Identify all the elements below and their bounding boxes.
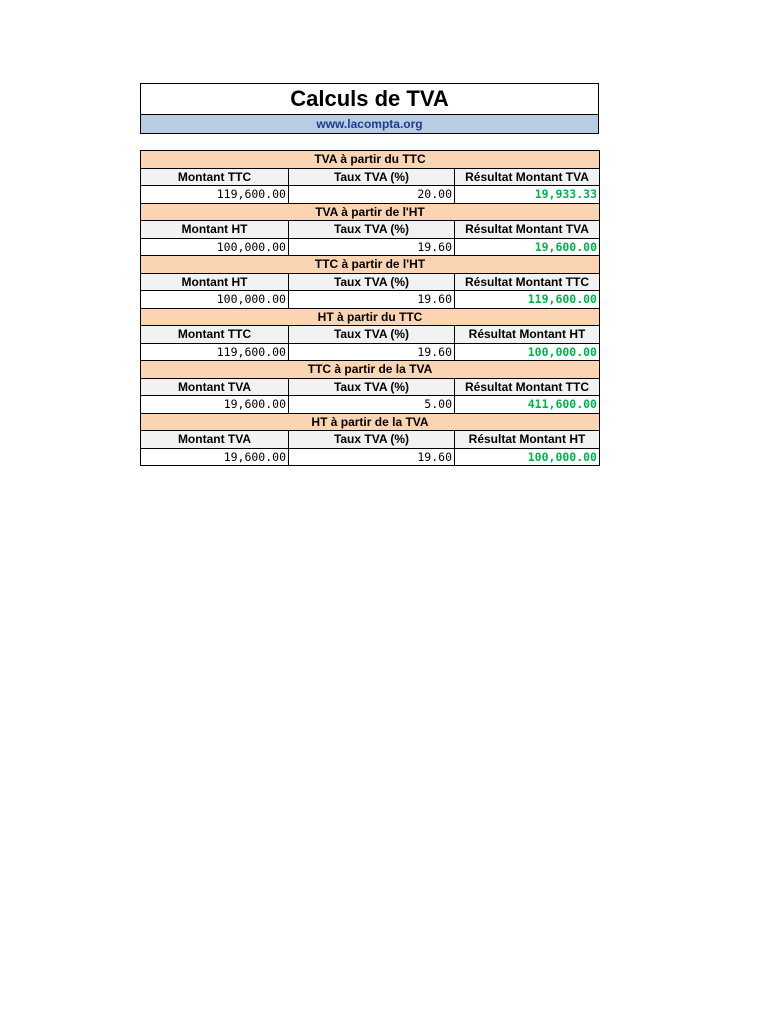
value-row xyxy=(141,343,600,361)
rate-column-header: Taux TVA (%) xyxy=(289,431,455,449)
amount-column-header: Montant HT xyxy=(141,273,289,291)
result-column-header: Résultat Montant TTC xyxy=(455,378,600,396)
amount-input-cell[interactable]: 19,600.00 xyxy=(141,396,289,414)
column-header-row xyxy=(141,273,600,291)
value-row xyxy=(141,238,600,256)
result-cell: 411,600.00 xyxy=(455,396,600,414)
amount-input-cell[interactable]: 119,600.00 xyxy=(141,186,289,204)
result-cell: 100,000.00 xyxy=(455,343,600,361)
section-heading: TVA à partir de l'HT xyxy=(141,203,600,221)
result-cell: 119,600.00 xyxy=(455,291,600,309)
column-header-row xyxy=(141,378,600,396)
amount-column-header: Montant TTC xyxy=(141,168,289,186)
rate-input-cell[interactable]: 19.60 xyxy=(289,448,455,466)
column-header-row xyxy=(141,221,600,239)
amount-input-cell[interactable]: 100,000.00 xyxy=(141,238,289,256)
value-row xyxy=(141,186,600,204)
website-link[interactable]: www.lacompta.org xyxy=(316,117,423,131)
section-row xyxy=(141,151,600,169)
website-cell xyxy=(140,115,599,134)
result-cell: 19,933.33 xyxy=(455,186,600,204)
value-row xyxy=(141,291,600,309)
result-column-header: Résultat Montant TTC xyxy=(455,273,600,291)
rate-input-cell[interactable]: 19.60 xyxy=(289,291,455,309)
amount-column-header: Montant HT xyxy=(141,221,289,239)
page-title: Calculs de TVA xyxy=(290,86,449,111)
section-heading: TTC à partir de l'HT xyxy=(141,256,600,274)
rate-column-header: Taux TVA (%) xyxy=(289,273,455,291)
section-heading: HT à partir de la TVA xyxy=(141,413,600,431)
rate-column-header: Taux TVA (%) xyxy=(289,221,455,239)
rate-column-header: Taux TVA (%) xyxy=(289,168,455,186)
result-cell: 100,000.00 xyxy=(455,448,600,466)
result-column-header: Résultat Montant HT xyxy=(455,431,600,449)
rate-input-cell[interactable]: 5.00 xyxy=(289,396,455,414)
section-heading: TTC à partir de la TVA xyxy=(141,361,600,379)
column-header-row xyxy=(141,326,600,344)
result-cell: 19,600.00 xyxy=(455,238,600,256)
amount-column-header: Montant TTC xyxy=(141,326,289,344)
amount-input-cell[interactable]: 119,600.00 xyxy=(141,343,289,361)
section-row xyxy=(141,361,600,379)
rate-input-cell[interactable]: 19.60 xyxy=(289,343,455,361)
result-column-header: Résultat Montant TVA xyxy=(455,168,600,186)
spacer xyxy=(140,134,599,150)
rate-input-cell[interactable]: 19.60 xyxy=(289,238,455,256)
amount-input-cell[interactable]: 19,600.00 xyxy=(141,448,289,466)
section-heading: HT à partir du TTC xyxy=(141,308,600,326)
column-header-row xyxy=(141,431,600,449)
section-row xyxy=(141,308,600,326)
amount-input-cell[interactable]: 100,000.00 xyxy=(141,291,289,309)
section-row xyxy=(141,256,600,274)
section-row xyxy=(141,203,600,221)
section-heading: TVA à partir du TTC xyxy=(141,151,600,169)
value-row xyxy=(141,396,600,414)
rate-column-header: Taux TVA (%) xyxy=(289,378,455,396)
amount-column-header: Montant TVA xyxy=(141,431,289,449)
rate-input-cell[interactable]: 20.00 xyxy=(289,186,455,204)
result-column-header: Résultat Montant HT xyxy=(455,326,600,344)
vat-calculation-table xyxy=(140,150,600,466)
result-column-header: Résultat Montant TVA xyxy=(455,221,600,239)
value-row xyxy=(141,448,600,466)
section-row xyxy=(141,413,600,431)
amount-column-header: Montant TVA xyxy=(141,378,289,396)
column-header-row xyxy=(141,168,600,186)
vat-calculator-sheet xyxy=(140,83,599,466)
page-title-cell xyxy=(140,83,599,115)
rate-column-header: Taux TVA (%) xyxy=(289,326,455,344)
